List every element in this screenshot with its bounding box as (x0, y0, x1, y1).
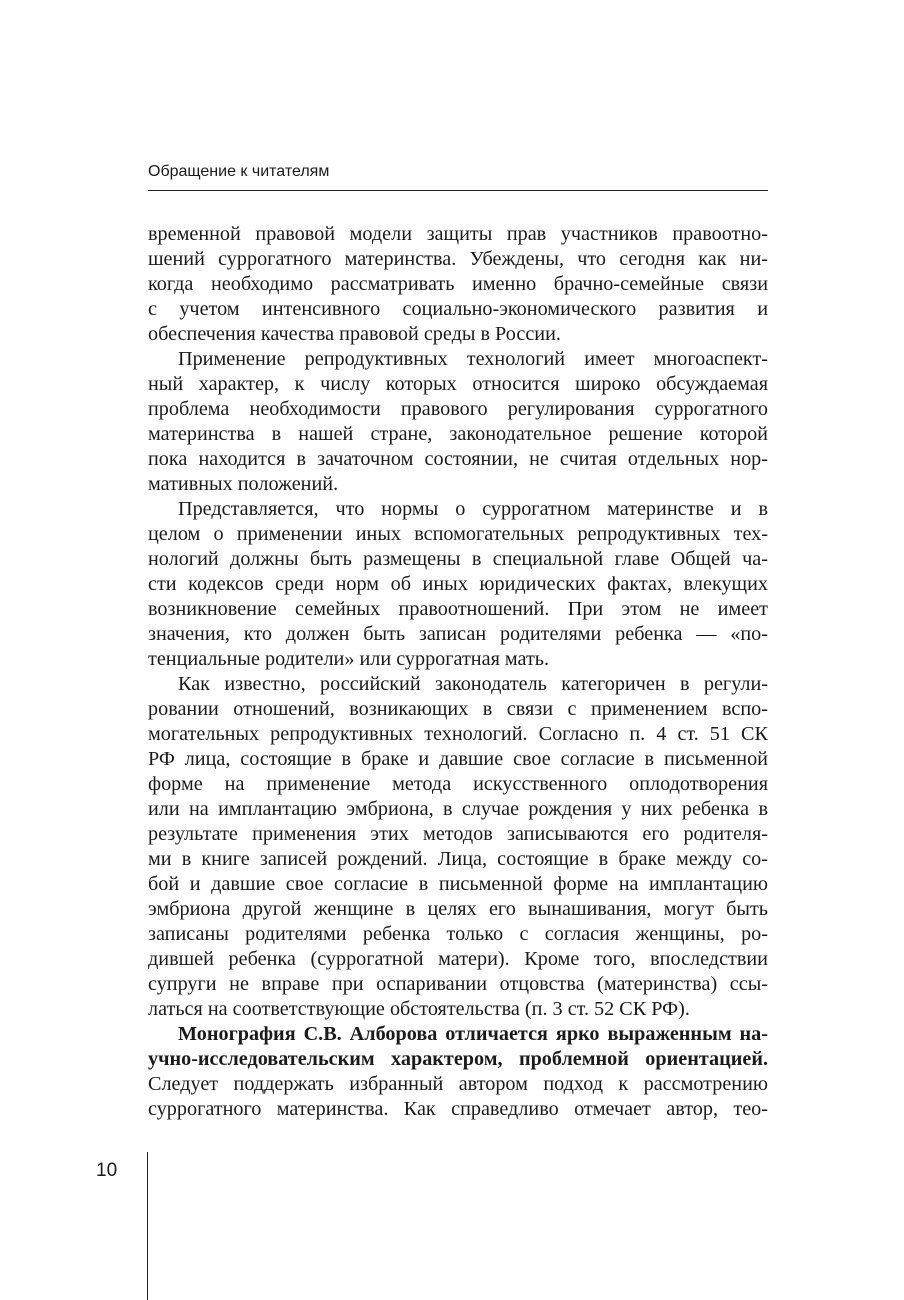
text-line: нологий должны быть размещены в специальной главе Общей ча- (148, 548, 768, 570)
body-text (148, 222, 768, 1122)
text-line: обеспечения качества правовой среды в России. (148, 323, 561, 345)
text-line: временной правовой модели защиты прав участников правоотно- (148, 223, 768, 245)
paragraph-1 (148, 222, 768, 347)
text-line: могательных репродуктивных технологий. Согласно п. 4 ст. 51 СК (148, 723, 768, 745)
text-line: латься на соответствующие обстоятельства (п. 3 ст. 52 СК РФ). (148, 998, 690, 1020)
text-line: шений суррогатного материнства. Убеждены, что сегодня как ни- (148, 248, 768, 270)
paragraph-4 (148, 672, 768, 1022)
text-line: материнства в нашей стране, законодательное решение которой (148, 423, 768, 445)
text-line-bold: Монография С.В. Алборова отличается ярко выраженным на- (178, 1023, 768, 1045)
text-line: записаны родителями ребенка только с согласия женщины, ро- (148, 923, 768, 945)
text-line: Представляется, что нормы о суррогатном материнстве и в (178, 498, 768, 520)
page-number: 10 (96, 1160, 118, 1181)
text-line: РФ лица, состоящие в браке и давшие свое согласие в письменной (148, 748, 768, 770)
text-line: с учетом интенсивного социально-экономического развития и (148, 298, 768, 320)
text-line: эмбриона другой женщине в целях его вынашивания, могут быть (148, 898, 768, 920)
text-line: мативных положений. (148, 473, 339, 495)
text-line: когда необходимо рассматривать именно брачно-семейные связи (148, 273, 768, 295)
paragraph-2 (148, 347, 768, 497)
text-line: возникновение семейных правоотношений. При этом не имеет (148, 598, 768, 620)
text-line: значения, кто должен быть записан родителями ребенка — «по- (148, 623, 768, 645)
text-line: тенциальные родители» или суррогатная мать. (148, 648, 550, 670)
text-line: целом о применении иных вспомогательных репродуктивных тех- (148, 523, 768, 545)
text-line-bold: учно-исследовательским характером, проблемной ориентацией. (148, 1048, 768, 1070)
text-line: или на имплантацию эмбриона, в случае рождения у них ребенка в (148, 798, 768, 820)
text-line: супруги не вправе при оспаривании отцовства (материнства) ссы- (148, 973, 768, 995)
text-line: проблема необходимости правового регулирования суррогатного (148, 398, 768, 420)
text-line: бой и давшие свое согласие в письменной форме на имплантацию (148, 873, 768, 895)
text-line: дившей ребенка (суррогатной матери). Кроме того, впоследствии (148, 948, 768, 970)
text-line: Как известно, российский законодатель категоричен в регули- (178, 673, 768, 695)
paragraph-3 (148, 497, 768, 672)
text-line: форме на применение метода искусственного оплодотворения (148, 773, 768, 795)
text-line: ми в книге записей рождений. Лица, состоящие в браке между со- (148, 848, 768, 870)
margin-rule (147, 1152, 148, 1300)
text-line: Применение репродуктивных технологий имеет многоаспект- (178, 348, 768, 370)
text-line: пока находится в зачаточном состоянии, не считая отдельных нор- (148, 448, 768, 470)
text-line: ный характер, к числу которых относится широко обсуждаемая (148, 373, 768, 395)
header-rule (148, 190, 768, 191)
paragraph-5 (148, 1022, 768, 1122)
text-line: результате применения этих методов записываются его родителя- (148, 823, 768, 845)
text-line: ровании отношений, возникающих в связи с применением вспо- (148, 698, 768, 720)
text-line: сти кодексов среди норм об иных юридических фактах, влекущих (148, 573, 768, 595)
running-head: Обращение к читателям (148, 163, 330, 180)
text-line: суррогатного материнства. Как справедливо отмечает автор, тео- (148, 1098, 768, 1120)
text-line: Следует поддержать избранный автором подход к рассмотрению (148, 1073, 768, 1095)
